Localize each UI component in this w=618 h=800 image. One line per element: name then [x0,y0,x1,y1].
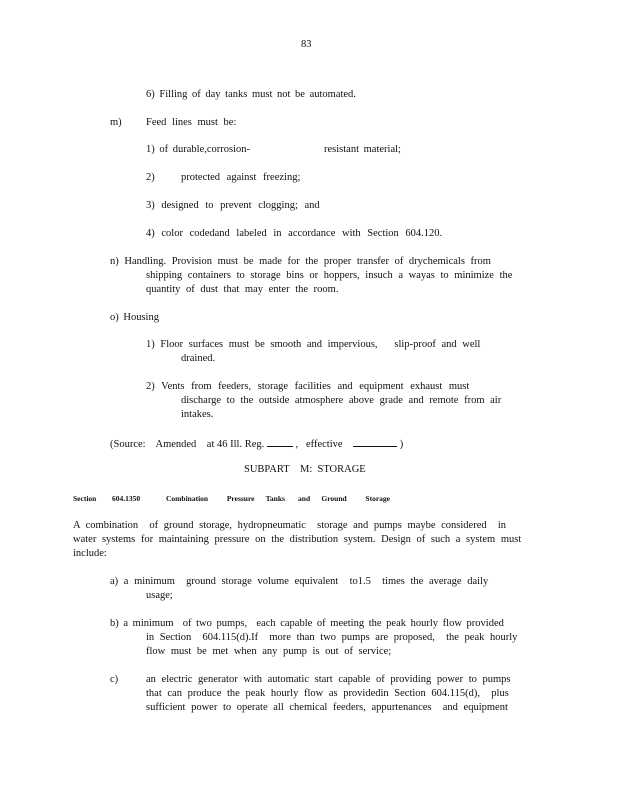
item-m3-text: 3) designed to prevent clogging; and [146,200,320,211]
source-note-text: ) [399,439,404,450]
blank-line-register [267,435,293,447]
item-n-cont-line: shipping containers to storage bins or hoppers, insuch a wayas to minimize the [146,270,513,281]
item-o2-first-line: 2) Vents from feeders, storage facilities and equipment exhaust must [146,381,470,392]
blank-line-effective [353,435,397,447]
item-b-cont-line: in Section 604.115(d).If more than two pumps are proposed, the peak hourly [146,632,518,643]
item-c-cont-line: sufficient power to operate all chemical feeders, appurtenances and equipment [146,702,508,713]
source-note [110,435,403,452]
item-n-first-line: n) Handling. Provision must be made for the proper transfer of drychemicals from [110,256,491,267]
section-number: 604.1350 [112,494,141,503]
source-note-text: , effective [295,439,343,450]
item-m1-text: 1) of durable,corrosion- resistant material; [146,144,401,155]
source-note-text: (Source: Amended at 46 Ill. Reg. [110,439,265,450]
item-m2-num: 2) [146,172,155,183]
item-a-first-line: a) a minimum ground storage volume equivalent to1.5 times the average daily [110,576,489,587]
item-b-first-line: b) a minimum of two pumps, each capable of meeting the peak hourly flow provided [110,618,504,629]
item-c-first-line: an electric generator with automatic start capable of providing power to pumps [146,674,511,685]
intro-paragraph-line: include: [73,548,107,559]
item-o1-cont-line: drained. [181,353,216,364]
section-title: Combination Pressure Tanks and Ground Storage [166,494,391,503]
item-6-text: 6) Filling of day tanks must not be automated. [146,89,356,100]
item-m-text: Feed lines must be: [146,117,237,128]
item-o2-cont-line: intakes. [181,409,214,420]
item-o2-cont-line: discharge to the outside atmosphere above grade and remote from air [181,395,502,406]
section-label: Section [73,494,97,503]
item-m4-text: 4) color codedand labeled in accordance with Section 604.120. [146,228,443,239]
intro-paragraph-line: A combination of ground storage, hydropneumatic storage and pumps maybe considered in [73,520,507,531]
page-number: 83 [301,39,312,50]
item-m2-text: protected against freezing; [181,172,301,183]
item-c-label: c) [110,674,119,685]
item-n-cont-line: quantity of dust that may enter the room. [146,284,339,295]
item-c-cont-line: that can produce the peak hourly flow as providedin Section 604.115(d), plus [146,688,509,699]
item-o1-first-line: 1) Floor surfaces must be smooth and impervious, slip-proof and well [146,339,481,350]
item-b-cont-line: flow must be met when any pump is out of service; [146,646,392,657]
item-o-label: o) Housing [110,312,159,323]
item-a-cont-line: usage; [146,590,173,601]
subpart-heading: SUBPART M: STORAGE [244,464,366,475]
item-m-label: m) [110,117,122,128]
intro-paragraph-line: water systems for maintaining pressure on the distribution system. Design of such a system must [73,534,522,545]
